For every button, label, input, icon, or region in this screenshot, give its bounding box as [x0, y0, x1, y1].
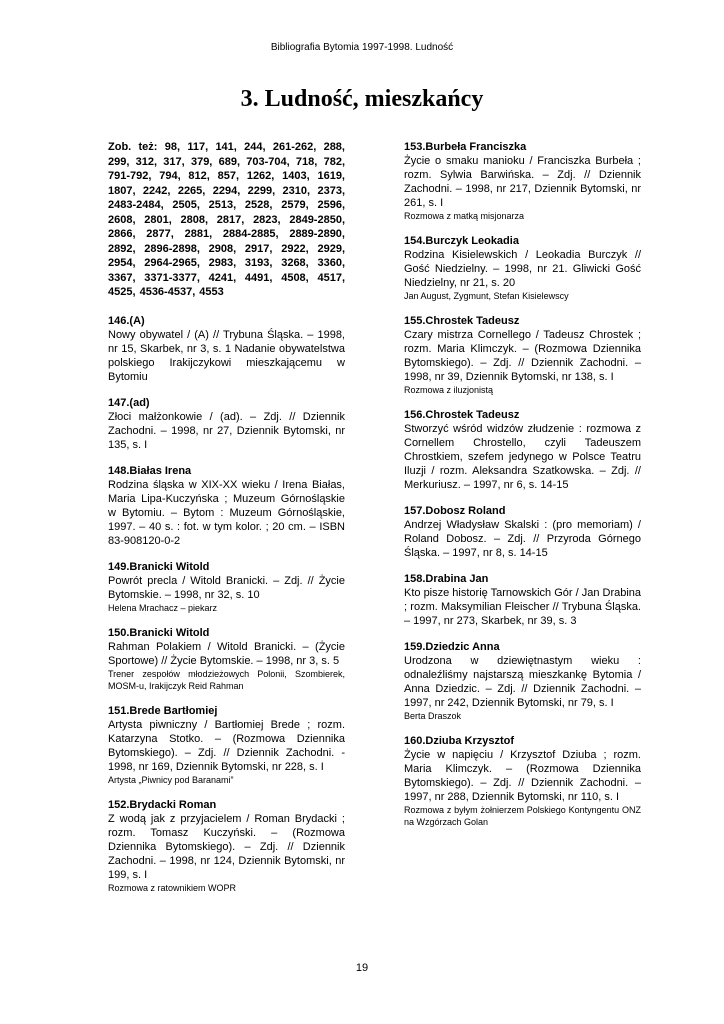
entry-annotation: Berta Draszok: [404, 711, 462, 721]
bibliography-entry: [404, 314, 641, 396]
bibliography-entry: [108, 626, 345, 692]
entry-description: Rodzina śląska w XIX-XX wieku / Irena Białas, Maria Lipa-Kuczyńska ; Muzeum Górnośląskie w Bytomiu. – Bytom : Muzeum Górnośląskie, 1997. – 40 s. : fot. w tym kolor. ; 20 cm. – ISBN 83-908120-0-2: [108, 478, 345, 547]
entry-heading: 154.Burczyk Leokadia: [404, 235, 519, 247]
entry-annotation: Artysta „Piwnicy pod Baranami”: [108, 774, 234, 785]
entry-annotation: Rozmowa z matką misjonarza: [404, 211, 525, 221]
chapter-title: 3. Ludność, mieszkańcy: [240, 86, 484, 112]
entry-description: Życie w napięciu / Krzysztof Dziuba ; rozm. Maria Klimczyk. – (Rozmowa Dziennika Bytomskiego). – Zdj. // Dziennik Zachodni. – 1997, nr 288, Dziennik Bytomski, nr 110, s. I: [404, 749, 641, 803]
bibliography-entry: [404, 234, 641, 302]
entry-description: Urodzona w dziewiętnastym wieku : odnaleźliśmy najstarszą mieszkankę Bytomia / Anna Dziedzic. – Zdj. // Dziennik Zachodni. – 1997, nr 242, Dziennik Bytomski, nr 79, s. I: [404, 655, 641, 709]
entry-heading: 147.(ad): [108, 396, 150, 409]
bibliography-entry: [108, 798, 345, 894]
entry-heading: 149.Branicki Witold: [108, 560, 210, 573]
bibliography-entry: [404, 408, 641, 492]
entry-description: Czary mistrza Cornellego / Tadeusz Chrostek ; rozm. Maria Klimczyk. – (Rozmowa Dziennika Bytomskiego). – Zdj. // Dziennik Zachodni. – 1998, nr 39, Dziennik Bytomski, nr 138, s. I: [404, 329, 641, 383]
entry-annotation: Rozmowa z ratownikiem WOPR: [108, 882, 237, 893]
entry-heading: 160.Dziuba Krzysztof: [404, 735, 515, 747]
bibliography-entry: [108, 704, 345, 786]
entry-heading: 155.Chrostek Tadeusz: [404, 315, 520, 327]
entry-heading: 152.Brydacki Roman: [108, 798, 217, 811]
entry-description: Artysta piwniczny / Bartłomiej Brede ; rozm. Katarzyna Stotko. – (Rozmowa Dziennika Bytomskiego). – Zdj. // Dziennik Zachodni. - 1998, nr 169, Dziennik Bytomski, nr 228, s. I: [108, 718, 345, 773]
entry-heading: 158.Drabina Jan: [404, 573, 489, 585]
entry-description: Powrót precla / Witold Branicki. – Zdj. // Życie Bytomskie. – 1998, nr 32, s. 10: [108, 574, 345, 601]
bibliography-entry: [404, 734, 641, 828]
entry-description: Złoci małżonkowie / (ad). – Zdj. // Dziennik Zachodni. – 1998, nr 27, Dziennik Bytomski, nr 135, s. I: [108, 410, 345, 451]
entry-annotation: Trener zespołów młodzieżowych Polonii, Szombierek, MOSM-u, Irakijczyk Reid Rahman: [108, 668, 345, 691]
right-entry-list: [404, 140, 641, 828]
entry-heading: 151.Brede Bartłomiej: [108, 704, 218, 717]
entry-heading: 148.Białas Irena: [108, 464, 192, 477]
running-header: Bibliografia Bytomia 1997-1998. Ludność: [270, 42, 454, 53]
bibliography-entry: [108, 396, 345, 452]
right-column: [404, 140, 641, 840]
bibliography-entry: [108, 560, 345, 614]
entry-description: Rodzina Kisielewskich / Leokadia Burczyk // Gość Niedzielny. – 1998, nr 21. Gliwicki Gość Niedzielny, nr 21, s. 20: [404, 249, 641, 289]
entry-heading: 146.(A): [108, 314, 145, 327]
see-also-references: Zob. też: 98, 117, 141, 244, 261-262, 288, 299, 312, 317, 379, 689, 703-704, 718, 782, 791-792, 794, 812, 857, 1262, 1403, 1619, 1807, 2242, 2265, 2294, 2299, 2310, 2373, 2483-2484, 2505, 2513, 2528, 2579, 2596, 2608, 2801, 2808, 2817, 2823, 2849-2850, 2866, 2877, 2881, 2884-2885, 2889-2890, 2892, 2896-2898, 2908, 2917, 2922, 2929, 2954, 2964-2965, 2983, 3193, 3268, 3360, 3367, 3371-3377, 4241, 4491, 4508, 4517, 4525, 4536-4537, 4553: [108, 141, 345, 298]
entry-annotation: Rozmowa z byłym żołnierzem Polskiego Kontyngentu ONZ na Wzgórzach Golan: [404, 805, 641, 827]
entry-annotation: Jan August, Zygmunt, Stefan Kisielewscy: [404, 291, 569, 301]
entry-description: Stworzyć wśród widzów złudzenie : rozmowa z Cornellem Chrostello, czyli Tadeuszem Chrostkiem, szefem jedynego w Polsce Teatru Iluzji / rozm. Aleksandra Szatkowska. – Zdj. // Merkuriusz. – 1997, nr 6, s. 14-15: [404, 423, 641, 491]
bibliography-entry: [404, 640, 641, 722]
bibliography-entry: [404, 572, 641, 628]
entry-description: Kto pisze historię Tarnowskich Gór / Jan Drabina ; rozm. Maksymilian Fleischer // Trybuna Śląska. – 1997, nr 273, Skarbek, nr 39, s. 3: [404, 587, 642, 627]
bibliography-entry: [404, 504, 641, 560]
entry-annotation: Rozmowa z iluzjonistą: [404, 385, 494, 395]
entry-heading: 156.Chrostek Tadeusz: [404, 409, 520, 421]
left-column: [108, 140, 345, 906]
entry-description: Z wodą jak z przyjacielem / Roman Brydacki ; rozm. Tomasz Kuczyński. – (Rozmowa Dziennika Bytomskiego). – Zdj. // Dziennik Zachodni. – 1998, nr 124, Dziennik Bytomski, nr 199, s. I: [108, 812, 345, 881]
entry-heading: 153.Burbeła Franciszka: [404, 141, 527, 153]
entry-heading: 159.Dziedzic Anna: [404, 641, 500, 653]
entry-description: Andrzej Władysław Skalski : (pro memoriam) / Roland Dobosz. – Zdj. // Przyroda Górnego Śląska. – 1997, nr 8, s. 14-15: [404, 519, 641, 559]
entry-description: Nowy obywatel / (A) // Trybuna Śląska. – 1998, nr 15, Skarbek, nr 3, s. 1 Nadanie obywatelstwa polskiego Irakijczykowi mieszkającemu w Bytomiu: [108, 328, 345, 383]
entry-description: Rahman Polakiem / Witold Branicki. – (Życie Sportowe) // Życie Bytomskie. – 1998, nr 3, s. 5: [108, 640, 345, 667]
entry-annotation: Helena Mrachacz – piekarz: [108, 602, 218, 613]
left-entry-list: [108, 314, 345, 894]
entry-heading: 157.Dobosz Roland: [404, 505, 506, 517]
bibliography-entry: [108, 314, 345, 384]
entry-description: Życie o smaku manioku / Franciszka Burbeła ; rozm. Sylwia Barwińska. – Zdj. // Dziennik Zachodni. – 1998, nr 217, Dziennik Bytomski, nr 261, s. I: [404, 155, 641, 209]
page-number: 19: [355, 962, 369, 974]
bibliography-entry: [108, 464, 345, 548]
entry-heading: 150.Branicki Witold: [108, 626, 210, 639]
bibliography-entry: [404, 140, 641, 222]
